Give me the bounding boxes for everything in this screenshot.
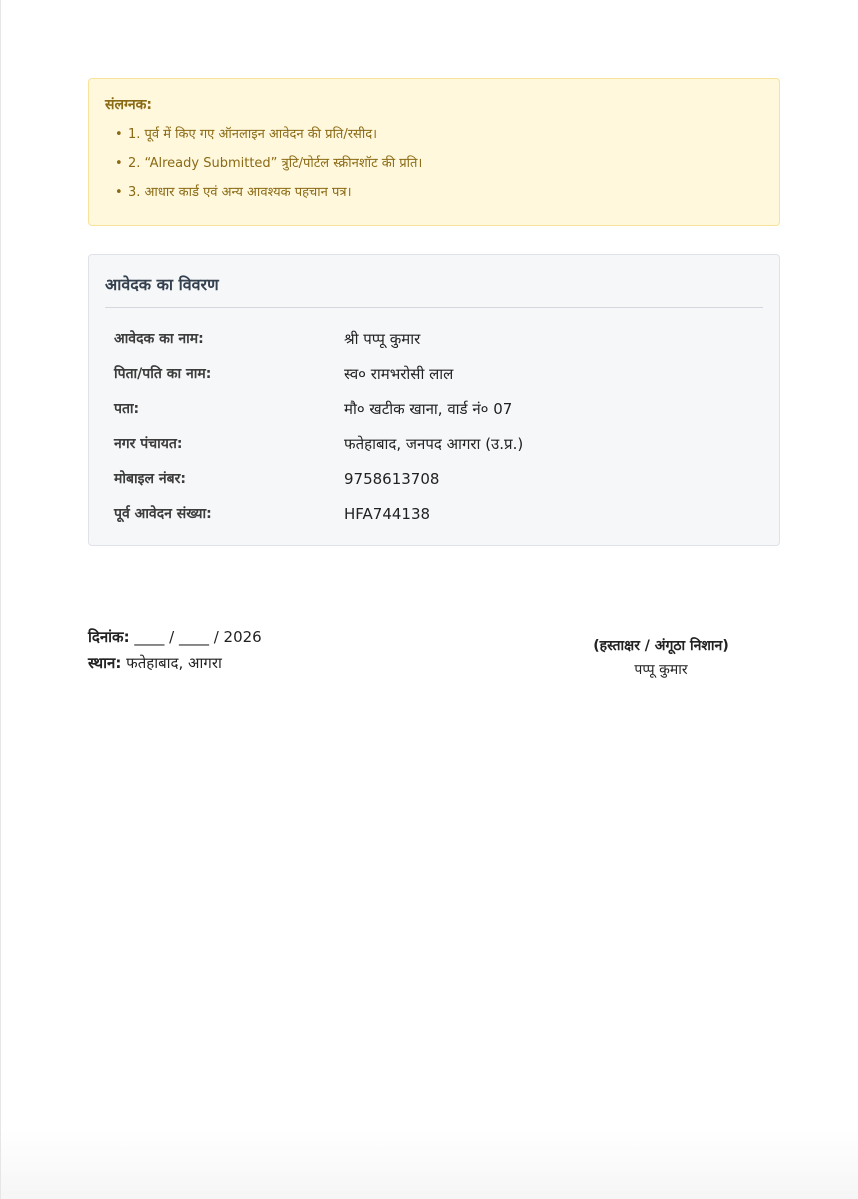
field-value: 9758613708 bbox=[344, 469, 440, 488]
field-value: श्री पप्पू कुमार bbox=[344, 329, 421, 348]
list-item bbox=[115, 154, 763, 174]
attachment-text: 2. “Already Submitted” त्रुटि/पोर्टल स्क्रीनशॉट की प्रति। bbox=[128, 156, 423, 171]
field-value: मौ० खटीक खाना, वार्ड नं० 07 bbox=[344, 399, 513, 418]
signature-name: पप्पू कुमार bbox=[634, 662, 688, 678]
field-label: पूर्व आवेदन संख्या: bbox=[114, 506, 212, 522]
field-value: स्व० रामभरोसी लाल bbox=[344, 364, 454, 383]
field-label: आवेदक का नाम: bbox=[114, 331, 204, 347]
applicant-details-box bbox=[88, 254, 780, 546]
attachment-text: 3. आधार कार्ड एवं अन्य आवश्यक पहचान पत्र। bbox=[128, 185, 352, 200]
place-line bbox=[88, 650, 262, 676]
applicant-details-table bbox=[105, 321, 763, 531]
date-place-block bbox=[88, 624, 262, 676]
field-value: फतेहाबाद, जनपद आगरा (उ.प्र.) bbox=[344, 434, 524, 453]
page-bottom-shadow bbox=[1, 1129, 858, 1199]
table-row bbox=[105, 496, 763, 531]
list-item bbox=[115, 183, 763, 203]
table-row bbox=[105, 356, 763, 391]
applicant-details-title: आवेदक का विवरण bbox=[105, 273, 763, 308]
place-value: फतेहाबाद, आगरा bbox=[126, 654, 222, 672]
bullet-icon: • bbox=[115, 127, 123, 142]
field-label: नगर पंचायत: bbox=[114, 436, 183, 452]
list-item bbox=[115, 125, 763, 145]
signature-title: (हस्ताक्षर / अंगूठा निशान) bbox=[593, 638, 729, 654]
signature-block bbox=[561, 634, 761, 682]
field-label: मोबाइल नंबर: bbox=[114, 471, 186, 487]
date-value: ____ / ____ / 2026 bbox=[134, 628, 262, 646]
field-value: HFA744138 bbox=[344, 504, 431, 523]
attachments-box bbox=[88, 78, 780, 226]
table-row bbox=[105, 321, 763, 356]
bullet-icon: • bbox=[115, 156, 123, 171]
date-label: दिनांक: bbox=[88, 628, 130, 646]
table-row bbox=[105, 461, 763, 496]
place-label: स्थान: bbox=[88, 654, 122, 672]
table-row bbox=[105, 391, 763, 426]
attachment-text: 1. पूर्व में किए गए ऑनलाइन आवेदन की प्रति/रसीद। bbox=[128, 127, 378, 142]
field-label: पिता/पति का नाम: bbox=[114, 366, 212, 382]
date-line bbox=[88, 624, 262, 650]
field-label: पता: bbox=[114, 401, 140, 417]
bullet-icon: • bbox=[115, 185, 123, 200]
table-row bbox=[105, 426, 763, 461]
attachments-list bbox=[105, 125, 763, 203]
attachments-title: संलग्नक: bbox=[105, 97, 153, 113]
